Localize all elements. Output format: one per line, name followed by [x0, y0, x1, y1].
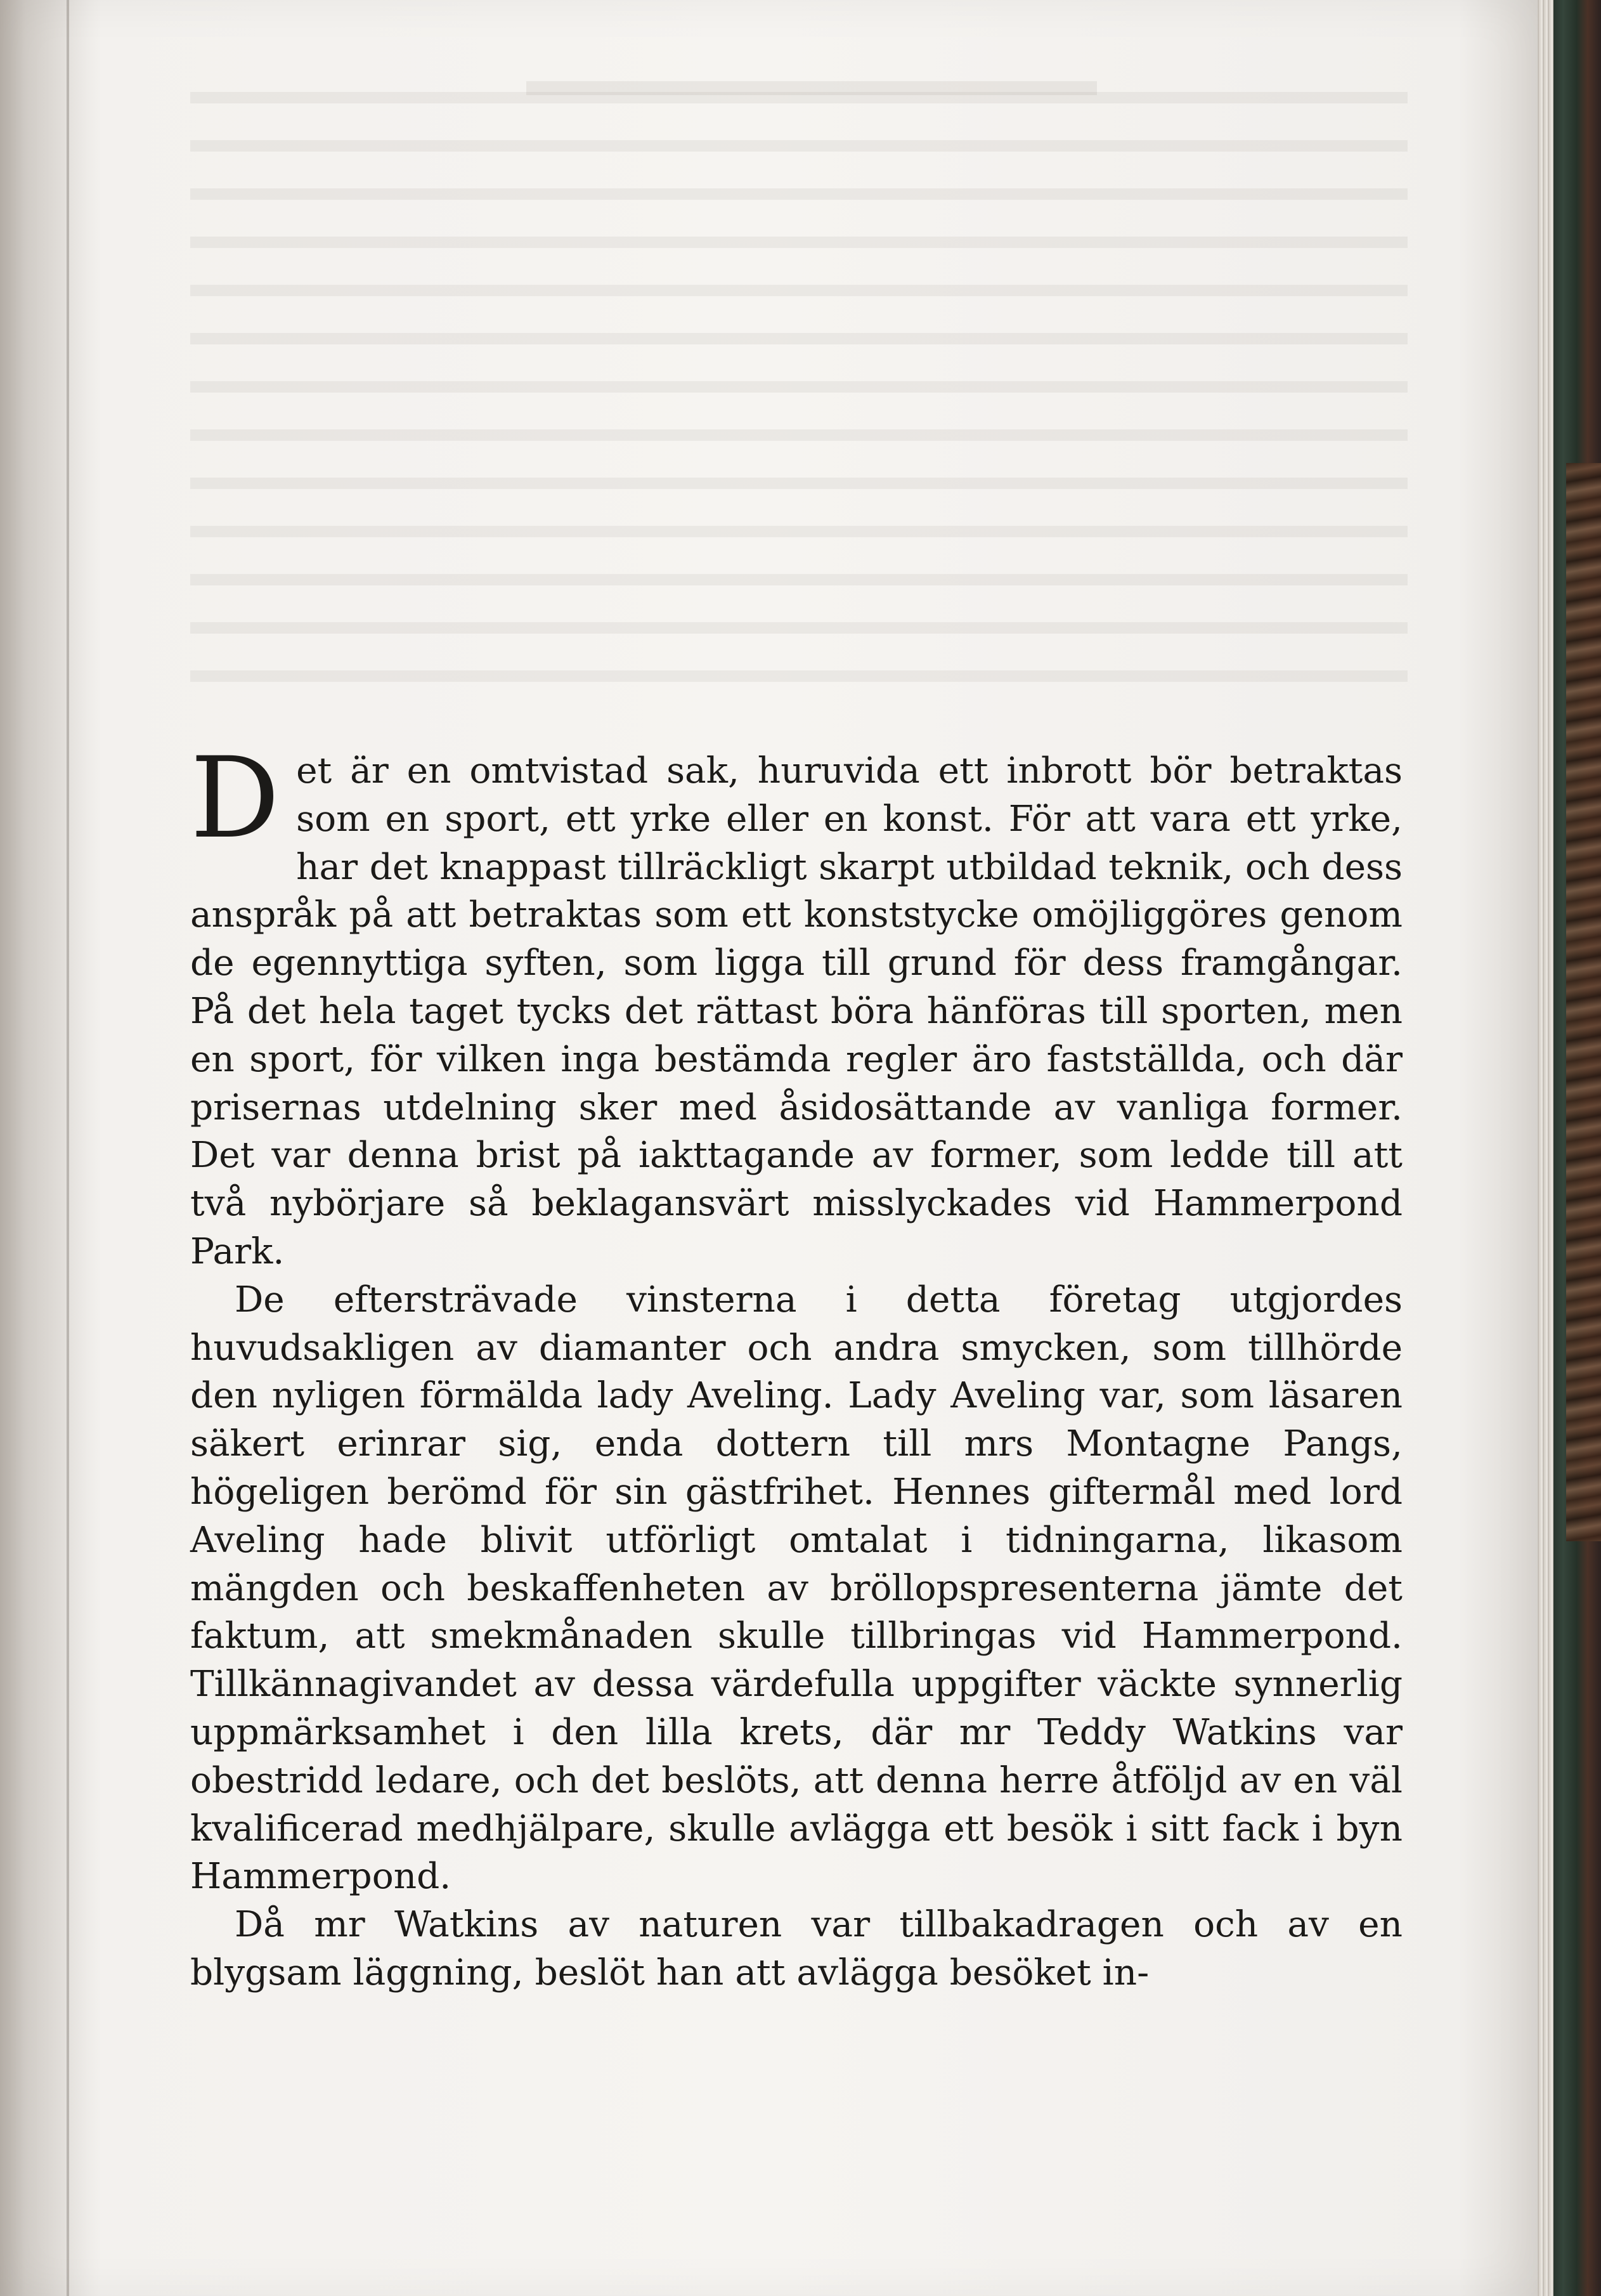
- show-through-text: [190, 67, 1408, 701]
- paragraph-3: Då mr Watkins av naturen var tillbakadragen och av en blygsam läggning, beslöt han att avlägga besöket in-: [190, 1904, 1403, 1993]
- paragraph-1: [190, 733, 1403, 1276]
- gutter-fold: [67, 0, 69, 2296]
- paragraph-1-text: et är en omtvistad sak, huruvida ett inbrott bör betraktas som en sport, ett yrke eller en konst. För att vara ett yrke, har det knappast tillräckligt skarpt utbildad teknik, och dess anspråk på att betraktas som ett konststycke omöjliggöres genom de egennyttiga syften, som ligga till grund för dess framgångar. På det hela taget tycks det rättast böra hänföras till sporten, men en sport, för vilken inga bestämda regler äro fastställda, och där prisernas utdelning sker med åsidosättande av vanliga former. Det var denna brist på iakttagande av former, som ledde till att två nybörjare så beklagansvärt misslyckades vid Hammerpond Park.: [190, 750, 1403, 1272]
- cover-marbled-edge: [1566, 463, 1601, 1541]
- drop-cap: D: [190, 733, 280, 863]
- paragraph-2: De eftersträvade vinsterna i detta företag utgjordes huvudsakligen av diamanter och andra smycken, som tillhörde den nyligen förmälda lady Aveling. Lady Aveling var, som läsaren säkert erinrar sig, enda dottern till mrs Montagne Pangs, högeligen berömd för sin gästfrihet. Hennes giftermål med lord Aveling hade blivit utförligt omtalat i tidningarna, likasom mängden och beskaffenheten av bröllopspresenterna jämte det faktum, att smekmånaden skulle tillbringas vid Hammerpond. Tillkännagivandet av dessa värdefulla uppgifter väckte synnerlig uppmärksamhet i den lilla krets, där mr Teddy Watkins var obestridd ledare, och det beslöts, att denna herre åtföljd av en väl kvalificerad medhjälpare, skulle avlägga ett besök i sitt fack i byn Hammerpond.: [190, 1279, 1403, 1898]
- body-text: [190, 733, 1403, 1997]
- gutter-shadow: [0, 0, 101, 2296]
